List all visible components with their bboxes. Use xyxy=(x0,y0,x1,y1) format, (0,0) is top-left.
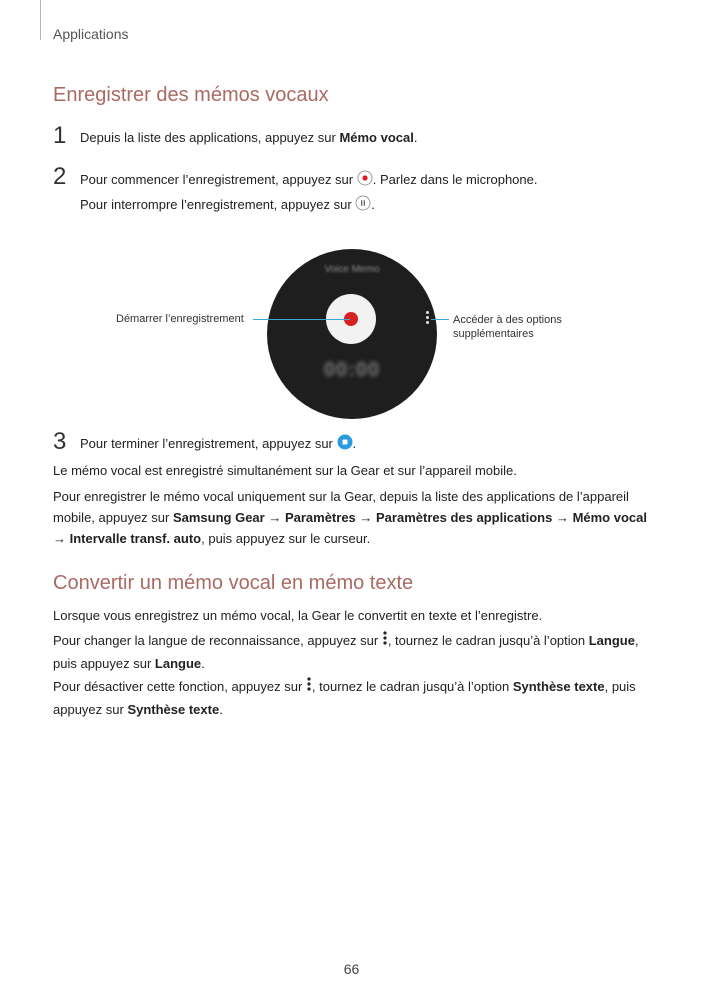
step-number-2: 2 xyxy=(53,163,67,190)
step-2-line-1 xyxy=(80,171,538,190)
more-options-icon xyxy=(382,630,388,652)
step-2-line-2-pre: Pour interrompre l’enregistrement, appuyez sur xyxy=(80,196,356,212)
paragraph-gear-only-text-1: Pour enregistrer le mémo vocal uniquement sur la Gear, depuis la liste des applications de l’appareil mobile, appuyez sur xyxy=(53,489,629,525)
step-2-line-1-post: . Parlez dans le microphone. xyxy=(372,171,538,187)
option-text-synthesis: Synthèse texte xyxy=(512,679,605,694)
step-1-post: . xyxy=(413,130,418,145)
paragraph-convert: Lorsque vous enregistrez un mémo vocal, la Gear le convertit en texte et l’enregistre. xyxy=(53,608,543,623)
more-options-icon[interactable] xyxy=(426,311,429,326)
step-1-text xyxy=(80,130,417,145)
path-settings: Paramètres xyxy=(284,510,356,525)
callout-line-right xyxy=(431,319,449,320)
paragraph-language-text-1: Pour changer la langue de reconnaissance, appuyez sur xyxy=(53,633,382,648)
step-1-bold: Mémo vocal xyxy=(339,130,414,145)
paragraph-sync: Le mémo vocal est enregistré simultanément sur la Gear et sur l’appareil mobile. xyxy=(53,463,517,478)
step-1-pre: Depuis la liste des applications, appuyez sur xyxy=(80,130,340,145)
watch-timer: 00:00 xyxy=(323,359,381,381)
path-samsung-gear: Samsung Gear xyxy=(172,510,265,525)
path-app-settings: Paramètres des applications xyxy=(376,510,553,525)
paragraph-gear-only-text-2: , puis appuyez sur le curseur. xyxy=(201,531,371,546)
section-title-convert: Convertir un mémo vocal en mémo texte xyxy=(53,572,414,594)
pause-icon xyxy=(355,195,371,214)
paragraph-disable-text-3: , puis appuyez sur xyxy=(53,679,636,717)
paragraph-disable-text-4: . xyxy=(219,701,223,717)
paragraph-gear-only xyxy=(53,486,653,549)
paragraph-disable-text-2: , tournez le cadran jusqu’à l’option xyxy=(311,679,513,694)
header-rule xyxy=(40,0,41,40)
running-header: Applications xyxy=(53,26,129,42)
callout-label-more-options-line-1: Accéder à des options xyxy=(453,314,562,326)
paragraph-language-text-2: , tournez le cadran jusqu’à l’option xyxy=(387,633,589,648)
step-2-line-2 xyxy=(80,196,375,215)
step-number-1: 1 xyxy=(53,122,67,149)
option-language-2: Langue xyxy=(154,655,202,671)
paragraph-disable xyxy=(53,676,653,720)
step-3-post: . xyxy=(352,435,357,451)
callout-line-left xyxy=(253,319,350,320)
step-number-3: 3 xyxy=(53,428,67,455)
step-2-line-1-pre: Pour commencer l’enregistrement, appuyez sur xyxy=(80,171,357,187)
step-3-pre: Pour terminer l’enregistrement, appuyez sur xyxy=(80,435,337,451)
paragraph-language-text-3: , puis appuyez sur xyxy=(53,633,639,671)
watch-app-title: Voice Memo xyxy=(324,264,380,275)
step-2-line-2-post: . xyxy=(371,196,375,212)
path-voice-memo: Mémo vocal xyxy=(572,510,647,525)
paragraph-disable-text-1: Pour désactiver cette fonction, appuyez sur xyxy=(53,679,306,694)
callout-label-more-options-line-2: supplémentaires xyxy=(453,328,534,340)
option-language: Langue xyxy=(588,633,635,648)
path-auto-transfer: Intervalle transf. auto xyxy=(69,531,202,546)
arrow-2: → xyxy=(355,510,377,525)
paragraph-language-text-4: . xyxy=(201,655,205,671)
callout-label-start-recording: Démarrer l’enregistrement xyxy=(116,313,244,325)
page-number: 66 xyxy=(343,961,360,977)
more-options-icon xyxy=(306,676,312,698)
section-title-record: Enregistrer des mémos vocaux xyxy=(53,84,329,106)
arrow-4: → xyxy=(53,531,70,546)
callout-label-more-options xyxy=(453,313,562,341)
step-3-text xyxy=(80,435,356,454)
option-text-synthesis-2: Synthèse texte xyxy=(127,701,220,717)
watch-screen xyxy=(267,249,437,419)
arrow-3: → xyxy=(552,510,573,525)
paragraph-language xyxy=(53,630,653,674)
arrow-1: → xyxy=(264,510,285,525)
stop-icon xyxy=(337,434,353,453)
record-icon xyxy=(357,170,373,189)
